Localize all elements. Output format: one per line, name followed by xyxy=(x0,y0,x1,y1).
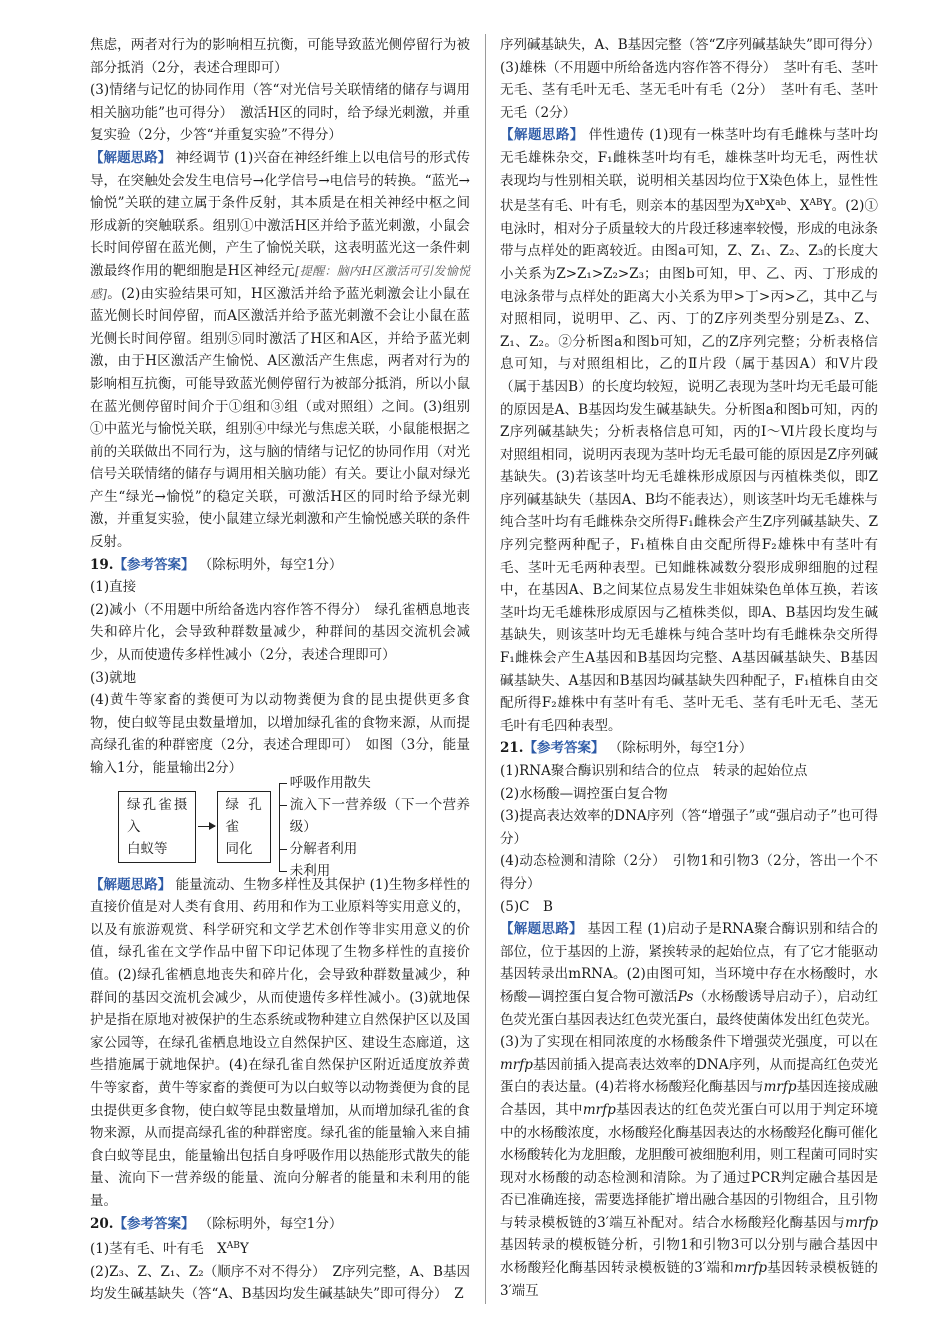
think-heading: 【解题思路】 xyxy=(500,127,584,144)
energy-flow-diagram xyxy=(118,774,471,879)
left-column xyxy=(90,34,470,1306)
box-label: 白蚁等 xyxy=(127,840,168,857)
think-heading: 【解题思路】 xyxy=(90,149,172,166)
topic-tag: 伴性遗传 xyxy=(588,127,645,144)
assimilation-box xyxy=(217,791,271,863)
explanation-text: (1)生物多样性的直接价值是对人类有食用、药用和作为工业原料等实用意义的，以及有旅游观赏、科学研究和文学艺术创作等非实用意义的价值，绿孔雀在文学作品中留下印记体现了生物多样性的直接价值。(2)绿孔雀栖息地丧失和碎片化，会导致种群数量减少，种群间的基因交流机会减少，从而使遗传多样性减小。(3)就地保护是指在原地对被保护的生态系统或物种建立自然保护区以及国家公园等，在绿孔雀栖息地设立自然保护区、建设生态廊道，这些措施属于就地保护。(4)在绿孔雀自然保护区附近适度放养黄牛等家畜，黄牛等家畜的粪便可为以白蚁等以动物粪便为食的昆虫提供更多食物，使白蚁等昆虫数量增加，从而增加绿孔雀的食物来源，从而提高绿孔雀的种群密度。绿孔雀的能量输入来自捕食白蚁等昆虫，能量输出包括自身呼吸作用以热能形式散失的能量、流向下一营养级的能量、流向分解者的能量和未利用的能量。 xyxy=(90,876,471,1209)
explanation-text: (1)现有一株茎叶均有毛雌株与茎叶均无毛雄株杂交，F₁雌株茎叶均有毛，雄株茎叶均无毛，两性状表现均与性别相关联，说明相关基因均位于X染色体上，显性性状是茎有毛、叶有毛，则亲本的基因型为X xyxy=(500,127,879,215)
answer-line xyxy=(90,1235,470,1261)
box-label: 绿孔雀 xyxy=(225,796,262,835)
arrow-icon xyxy=(198,826,214,827)
answer-line: (2)Z₃、Z、Z₁、Z₂（顺序不对不得分） Z序列完整，A、B基因均发生碱基缺失（答“A、B基因均发生碱基缺失”即可得分） Z xyxy=(90,1263,470,1303)
italic-gene: Ps xyxy=(677,988,694,1005)
explanation-text: X xyxy=(765,198,776,215)
answer-text: (1)茎有毛、叶有毛 X xyxy=(90,1241,227,1258)
intake-box xyxy=(118,791,196,863)
energy-outputs xyxy=(280,772,470,882)
italic-gene: mrfp xyxy=(763,1079,797,1096)
answer-heading: 【参考答案】 xyxy=(113,556,195,573)
explanation-text: (1)兴奋在神经纤维上以电信号的形式传导，在突触处会发生电信号→化学信号→电信号的转换。“蓝光→愉悦”关联的建立属于条件反射，其本质是在相关神经中枢之间形成新的突触联系。组别①中激活H区并给予蓝光刺激，小鼠会长时间停留在蓝光侧，产生了愉悦关联，这表明蓝光这一条件刺激最终作用的靶细胞是H区神经元 xyxy=(90,149,471,279)
explanation-text: 基因转录的模板链分析，引物1和引物3可以分别与融合基因中水杨酸羟化酶基因转录模板链的3′端和 xyxy=(500,1237,878,1277)
answer-line: (2)减小（不用题中所给备选内容作答不得分） 绿孔雀栖息地丧失和碎片化，会导致种群数量减少，种群间的基因交流机会减少，从而使遗传多样性减小（2分，表述合理即可） xyxy=(90,601,470,664)
question-19-header xyxy=(90,554,470,577)
explanation-text: 基因前插入提高表达效率的DNA序列，从而提高红色荧光蛋白的表达量。(4)若将水杨酸羟化酶基因与 xyxy=(500,1056,878,1096)
right-column xyxy=(500,34,881,1302)
italic-gene: mrfp xyxy=(582,1101,616,1118)
explanation-text: (1)启动子是RNA聚合酶识别和结合的部位，位于基因的上游，紧挨转录的起始位点，有了它才能驱动基因转录出mRNA。(2)由图可知，当环境中存在水杨酸时，水杨酸—调控蛋白复合物可激活 xyxy=(500,921,879,1005)
score-note: （除标明外，每空1分） xyxy=(198,556,343,573)
paragraph: 序列碱基缺失，A、B基因完整（答“Z序列碱基缺失”即可得分） xyxy=(500,37,881,53)
paragraph: 焦虑，两者对行为的影响相互抗衡，可能导致蓝光侧停留行为被部分抵消（2分，表述合理即可） xyxy=(90,37,470,76)
explanation-text: 基因转录模板链的3′端互 xyxy=(500,1260,879,1299)
answer-line: (3)提高表达效率的DNA序列（答“增强子”或“强启动子”也可得分） xyxy=(500,808,878,847)
answer-line: (5)C B xyxy=(500,898,553,915)
answer-text: Y xyxy=(239,1241,249,1258)
answer-line: (3)就地 xyxy=(90,669,137,686)
output-label: 分解者利用 xyxy=(280,838,470,860)
question-21-header xyxy=(500,737,878,760)
question-number: 20. xyxy=(90,1215,114,1232)
topic-tag: 基因工程 xyxy=(587,921,643,938)
explanation-text: Y。(2)①电泳时，相对分子质量较大的片段迁移速率较慢，形成的电泳条带与点样处的距离较近。由图a可知，Z、Z₁、Z₂、Z₃的长度大小关系为Z>Z₁>Z₂>Z₃；由图b可知，甲、乙、丙、丁形成的电泳条带与点样处的距离大小关系为甲>丁>丙>乙，其中乙与对照相同，说明甲、乙、丙、丁的Z序列类型分别是Z₃、Z、Z₁、Z₂。②分析图a和图b可知，乙的Z序列完整；分析表格信息可知，与对照组相比，乙的Ⅱ片段（属于基因A）和Ⅴ片段（属于基因B）的长度均较短，说明乙表现为茎叶均无毛最可能的原因是A、B基因均发生碱基缺失。分析图a和图b可知，丙的Z序列碱基缺失；分析表格信息可知，丙的Ⅰ～Ⅵ片段长度均与对照组相同，说明丙表现为茎叶均无毛最可能的原因是Z序列碱基缺失。(3)若该茎叶均无毛雄株形成原因与丙植株类似，即Z序列碱基缺失（基因A、B均不能表达），则该茎叶均无毛雄株与纯合茎叶均有毛雌株杂交所得F₁雌株会产生Z序列碱基缺失、Z序列完整两种配子，F₁植株自由交配所得F₂雄株中有茎叶有毛、茎叶无毛两种表型。已知雌株减数分裂形成卵细胞的过程中，在基因A、B之间某位点易发生非姐妹染色单体互换，若该茎叶均无毛雄株形成原因与乙植株类似，即A、B基因均发生碱基缺失，则该茎叶均无毛雄株与纯合茎叶均有毛雌株杂交所得F₁雌株会产生A基因和B基因均完整、A基因碱基缺失、B基因碱基缺失、A基因和B基因均碱基缺失四种配子，F₁植株自由交配所得F₂雄株中有茎叶有毛、茎叶无毛、茎有毛叶无毛、茎无毛叶有毛四种表型。 xyxy=(500,198,878,734)
hint-note: [提醒：脑内H区激活可引发愉悦感] xyxy=(90,263,470,301)
superscript: AB xyxy=(226,1241,240,1252)
answer-line: (4)黄牛等家畜的粪便可为以动物粪便为食的昆虫提供更多食物，使白蚁等昆虫数量增加，以增加绿孔雀的食物来源，从而提高绿孔雀的种群密度（2分，表述合理即可） 如图（3分，能量输入1分，能量输出2分） xyxy=(90,692,470,776)
topic-tag: 能量流动、生物多样性及其保护 xyxy=(175,876,366,893)
italic-gene: mrfp xyxy=(734,1260,767,1277)
superscript: ab xyxy=(775,198,787,209)
answer-line: (4)动态检测和清除（2分） 引物1和引物3（2分，答出一个不得分） xyxy=(500,853,878,892)
output-paren: （下一个营养级） xyxy=(289,796,471,835)
explanation-19 xyxy=(90,874,470,1213)
explanation-text: 。(2)由实验结果可知，H区激活并给予蓝光刺激会让小鼠在蓝光侧长时间停留，而A区激活并给予蓝光刺激不会让小鼠在蓝光侧长时间停留。组别⑤同时激活了H区和A区，并给予蓝光刺激，由于H区激活产生愉悦、A区激活产生焦虑，两者对行为的影响相互抗衡，可能导致蓝光侧停留行为被部分抵消，所以小鼠在蓝光侧停留时间介于①组和③组（或对照组）之间。(3)组别①中蓝光与愉悦关联，组别④中绿光与焦虑关联，小鼠能根据之前的关联做出不同行为，这与脑的情绪与记忆的协同作用（对光信号关联情绪的储存与调用相关脑功能）有关。要让小鼠对绿光产生“绿光→愉悦”的稳定关联，可激活H区的同时给予绿光刺激，并重复实验，使小鼠建立绿光刺激和产生愉悦感关联的条件反射。 xyxy=(90,285,470,551)
explanation-21 xyxy=(500,918,878,1302)
output-label: 未利用 xyxy=(280,860,470,882)
explanation-text: 基因连接成融合基因，其中 xyxy=(500,1079,879,1118)
italic-gene: mrfp xyxy=(500,1056,533,1073)
paragraph: (3)情绪与记忆的协同作用（答“对光信号关联情绪的储存与调用相关脑功能”也可得分） 激活H区的同时，给予绿光刺激，并重复实验（2分，少答“并重复实验”不得分） xyxy=(90,82,470,144)
explanation-text: 基因表达的红色荧光蛋白可以用于判定环境中的水杨酸浓度，水杨酸羟化酶基因表达的水杨酸羟化酶可催化水杨酸转化为龙胆酸，龙胆酸可被细胞利用，则工程菌可同时实现对水杨酸的动态检测和清除。为了通过PCR判定融合基因是否已准确连接，需要选择能扩增出融合基因的引物组合，且引物与转录模板链的3′端互补配对。结合水杨酸羟化酶基因与 xyxy=(500,1101,879,1231)
box-label: 绿孔雀摄入 xyxy=(127,796,188,835)
italic-gene: mrfp xyxy=(845,1214,878,1231)
score-note: （除标明外，每空1分） xyxy=(608,740,753,757)
explanation-text: 、X xyxy=(786,198,810,215)
answer-line: (2)水杨酸—调控蛋白复合物 xyxy=(500,785,668,802)
question-20-header xyxy=(90,1213,470,1236)
answer-heading: 【参考答案】 xyxy=(523,740,605,757)
superscript: ab xyxy=(754,198,766,209)
question-number: 21. xyxy=(500,740,524,757)
output-label: 呼吸作用散失 xyxy=(280,772,470,794)
output-text: 流入下一营养级 xyxy=(289,796,388,813)
question-number: 19. xyxy=(90,556,114,573)
box-label: 同化 xyxy=(225,840,253,857)
answer-line: (1)直接 xyxy=(90,579,137,596)
superscript: AB xyxy=(809,198,823,209)
answer-heading: 【参考答案】 xyxy=(113,1215,195,1232)
explanation-text: （水杨酸诱导启动子），启动红色荧光蛋白基因表达红色荧光蛋白，最终使菌体发出红色荧光。(3)为了实现在相同浓度的水杨酸条件下增强荧光强度，可以在 xyxy=(500,988,879,1051)
paragraph: (3)雄株（不用题中所给备选内容作答不得分） 茎叶有毛、茎叶无毛、茎有毛叶无毛、茎无毛叶有毛（2分） 茎叶有毛、茎叶无毛（2分） xyxy=(500,59,878,121)
topic-tag: 神经调节 xyxy=(175,149,230,166)
answer-line: (1)RNA聚合酶识别和结合的位点 转录的起始位点 xyxy=(500,763,808,779)
explanation-18 xyxy=(90,147,470,554)
output-label xyxy=(280,794,470,838)
explanation-20 xyxy=(500,124,878,737)
think-heading: 【解题思路】 xyxy=(500,921,583,938)
score-note: （除标明外，每空1分） xyxy=(198,1215,343,1232)
think-heading: 【解题思路】 xyxy=(90,876,172,893)
